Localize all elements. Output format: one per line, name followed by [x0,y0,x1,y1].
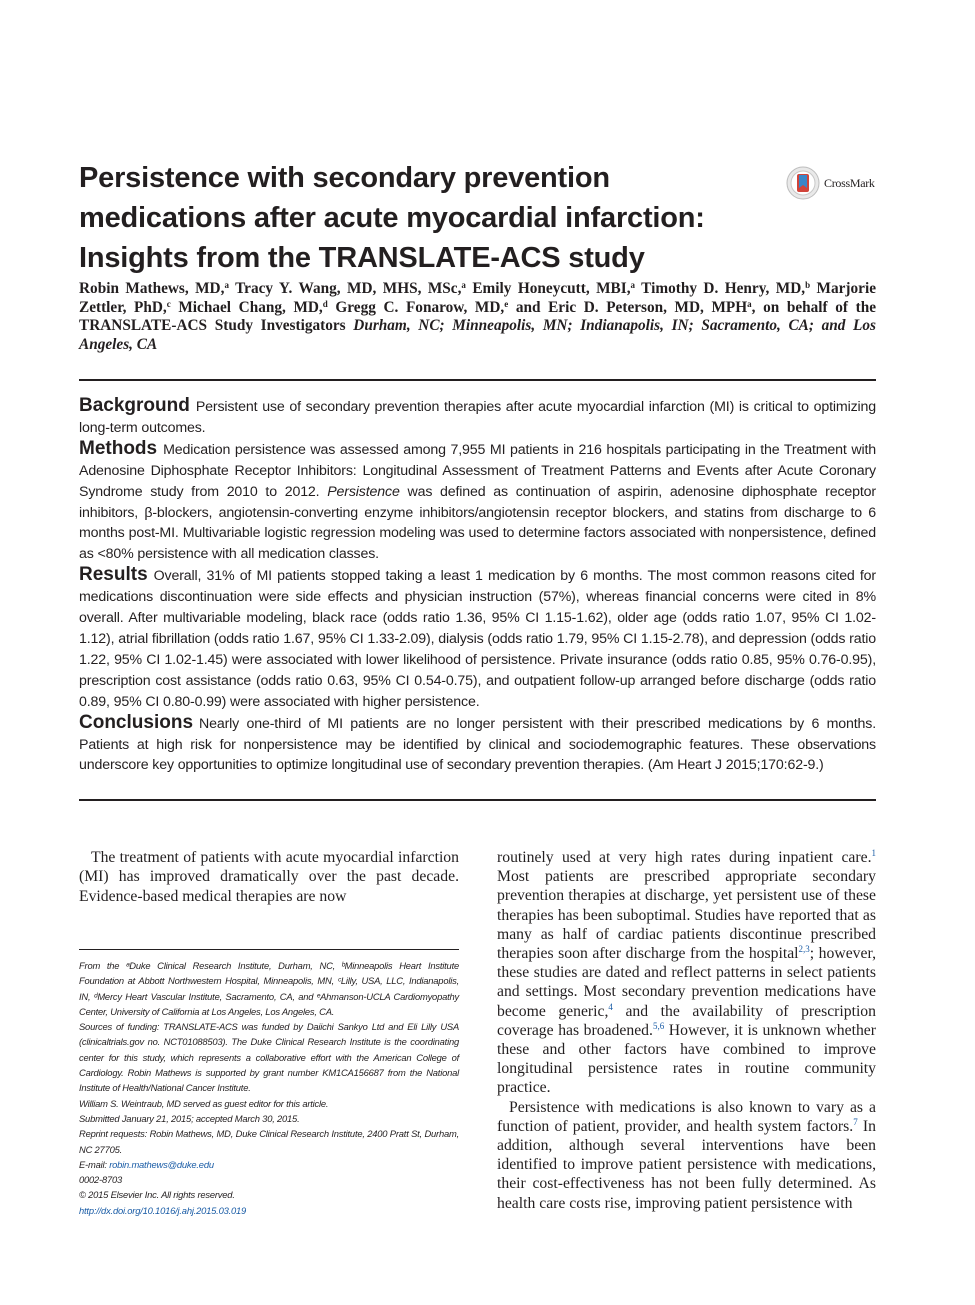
email-label: E-mail: [79,1158,110,1170]
footnote-funding: Sources of funding: TRANSLATE-ACS was funded by Daiichi Sankyo Ltd and Eli Lilly USA (clinicaltrials.gov no. NCT01088503). The Duke Clinical Research Institute is the coordinating center for this study, which represents a collaborative effort with the American College of Cardiology. Robin Mathews is supported by grant number KM1CA156687 from the National Institute of Health/National Cancer Institute. [79,1021,459,1094]
reference-link[interactable]: 7 [853,1116,858,1127]
abstract-background [79,396,876,439]
doi-link[interactable]: http://dx.doi.org/10.1016/j.ahj.2015.03.019 [79,1204,247,1216]
body-text: Most patients are prescribed appropriate secondary prevention therapies at discharge, yet persistent use of these therapies has been suboptimal. Studies have reported that as many as half of cardiac patients discontinue prescribed therapies soon after discharge from the hospital [497,868,876,963]
footnote-doi [79,1203,459,1218]
author-name: Timothy D. Henry, MD, [635,280,806,297]
author-name: Gregg C. Fonarow, MD, [327,298,505,316]
affiliation-mark: a [747,298,752,309]
affiliation-mark: d [322,298,328,309]
body-text: routinely used at very high rates during inpatient care. [497,849,872,866]
reference-link[interactable]: 5,6 [652,1020,665,1031]
abstract-conclusions [79,713,876,777]
crossmark-icon [786,166,820,200]
body-paragraph [497,848,876,1098]
body-text: However, it is unknown whether these and other factors have combined to improve longitudinal persistence rates in routine community practice. [497,1021,876,1097]
footnote-submitted: Submitted January 21, 2015; accepted March 30, 2015. [79,1112,300,1124]
section-text: was defined as continuation of aspirin, adenosine diphosphate receptor inhibitors, β-blockers, angiotensin-converting enzyme inhibitors/angiotensin receptor blockers, and statins from discharge to 6 months post-MI. Multivariable logistic regression modeling was used to determine factors associated with nonpersistence, defined as <80% persistence with all medication classes. [79,483,876,563]
reference-link[interactable]: 2,3 [798,944,810,955]
email-link[interactable]: robin.mathews@duke.edu [109,1158,214,1170]
body-text: ; however, these studies are dated and reflect patterns in select patients and settings. Most secondary prevention medications have become generic, [497,945,876,1020]
author-name: Marjorie Zettler, PhD, [79,280,876,316]
abstract-top-rule [79,379,876,381]
section-text: Persistent use of secondary prevention therapies after acute myocardial infarction (MI) is critical to optimizing long-term outcomes. [79,399,876,436]
body-text: Persistence with medications is also known to vary as a function of patient, provider, and health system factors. [497,1098,876,1135]
affiliation-mark: b [805,280,811,290]
footnotes [79,958,459,1218]
study-group: , on behalf of the TRANSLATE-ACS Study Investigators [79,298,876,335]
body-paragraph [497,1098,876,1213]
body-right-column [497,848,876,1213]
affiliation-mark: e [504,298,509,309]
affiliation-mark: a [224,280,229,290]
body-text: In addition, although several interventions have been identified to improve patient persistence with medications, their cost-effectiveness has not been fully determined. As health care costs rise, improving patient persistence with [497,1117,876,1212]
footnote-email [79,1157,459,1172]
crossmark-badge[interactable] [786,166,886,200]
abstract [79,396,876,776]
section-text: Medication persistence was assessed among 7,955 MI patients in 216 hospitals participating in the Treatment with Adenosine Diphosphate Receptor Inhibitors: Longitudinal Assessment of Treatment Patterns and Events after Acute Coronary Syndrome study from 2010 to 2012. [79,441,876,500]
author-name: Michael Chang, MD, [170,298,323,316]
footnote-reprint: Reprint requests: Robin Mathews, MD, Duke Clinical Research Institute, 2400 Pratt St, Durham, NC 27705. [79,1128,459,1155]
body-text: and the availability of prescription coverage has broadened. [497,1002,876,1039]
footnote-affiliations: From the ᵃDuke Clinical Research Institute, Durham, NC, ᵇMinneapolis Heart Institute Foundation at Abbott Northwestern Hospital, Minneapolis, MN, ᶜLilly, USA, LLC, Indianapolis, IN, ᵈMercy Heart Vascular Institute, Sacramento, CA, and ᵉAhmanson-UCLA Cardiomyopathy Center, University of California at Los Angeles, Los Angeles, CA. [79,960,459,1017]
article-title: Persistence with secondary prevention medications after acute myocardial infarction: Insights from the TRANSLATE-ACS study [79,162,705,274]
footnote-issn: 0002-8703 [79,1174,123,1186]
body-intro-left: The treatment of patients with acute myocardial infarction (MI) has improved dramatically over the past decade. Evidence-based medical therapies are now [79,849,459,905]
section-text: Nearly one-third of MI patients are no longer persistent with their prescribed medications by 6 months. Patients at high risk for nonpersistence may be identified by clinical and sociodemographic features. These observations underscore key opportunities to optimize longitudinal use of secondary prevention therapies. (Am Heart J 2015;170:62-9.) [79,715,876,774]
author-list [79,280,876,354]
section-text-italic: Persistence [327,483,400,500]
section-text: Overall, 31% of MI patients stopped taking a least 1 medication by 6 months. The most common reasons cited for medications discontinuation were side effects and physician instruction (57%), whereas financial concerns were cited in 8% overall. After multivariable modeling, black race (odds ratio 1.36, 95% CI 1.15-1.62), older age (odds ratio 1.07, 95% CI 1.02-1.12), atrial fibrillation (odds ratio 1.67, 95% CI 1.33-2.09), dialysis (odds ratio 1.79, 95% CI 1.15-2.78), and depression (odds ratio 1.22, 95% CI 1.02-1.45) were associated with lower likelihood of persistence. Private insurance (odds ratio 0.85, 95% 0.76-0.95), prescription cost assistance (odds ratio 0.63, 95% CI 0.54-0.75), and outpatient follow-up arranged before discharge (odds ratio 0.89, 95% CI 0.80-0.99) were associated with higher persistence. [79,568,876,710]
author-locations: Durham, NC; Minneapolis, MN; Indianapolis, IN; Sacramento, CA; and Los Angeles, CA [79,317,876,353]
section-heading: Background [79,395,190,416]
affiliation-mark: c [166,298,171,309]
abstract-methods [79,439,876,565]
author-name: and Eric D. Peterson, MD, MPH [508,298,748,316]
author-name: Tracy Y. Wang, MD, MHS, MSc, [228,280,462,297]
author-name: Emily Honeycutt, MBI, [465,280,631,297]
section-heading: Results [79,564,148,586]
reference-link[interactable]: 1 [871,848,876,858]
reference-link[interactable]: 4 [608,1001,613,1012]
crossmark-label: CrossMark [824,175,875,190]
section-heading: Methods [79,437,158,459]
abstract-results [79,565,876,712]
affiliation-mark: a [630,280,636,290]
abstract-bottom-rule [79,799,876,801]
affiliation-mark: a [461,280,466,290]
author-name: Robin Mathews, MD, [79,280,225,297]
footnote-editor: William S. Weintraub, MD served as guest editor for this article. [79,1097,329,1109]
footnote-copyright: © 2015 Elsevier Inc. All rights reserved. [79,1189,235,1201]
section-heading: Conclusions [79,711,194,733]
footnote-rule [79,949,459,950]
